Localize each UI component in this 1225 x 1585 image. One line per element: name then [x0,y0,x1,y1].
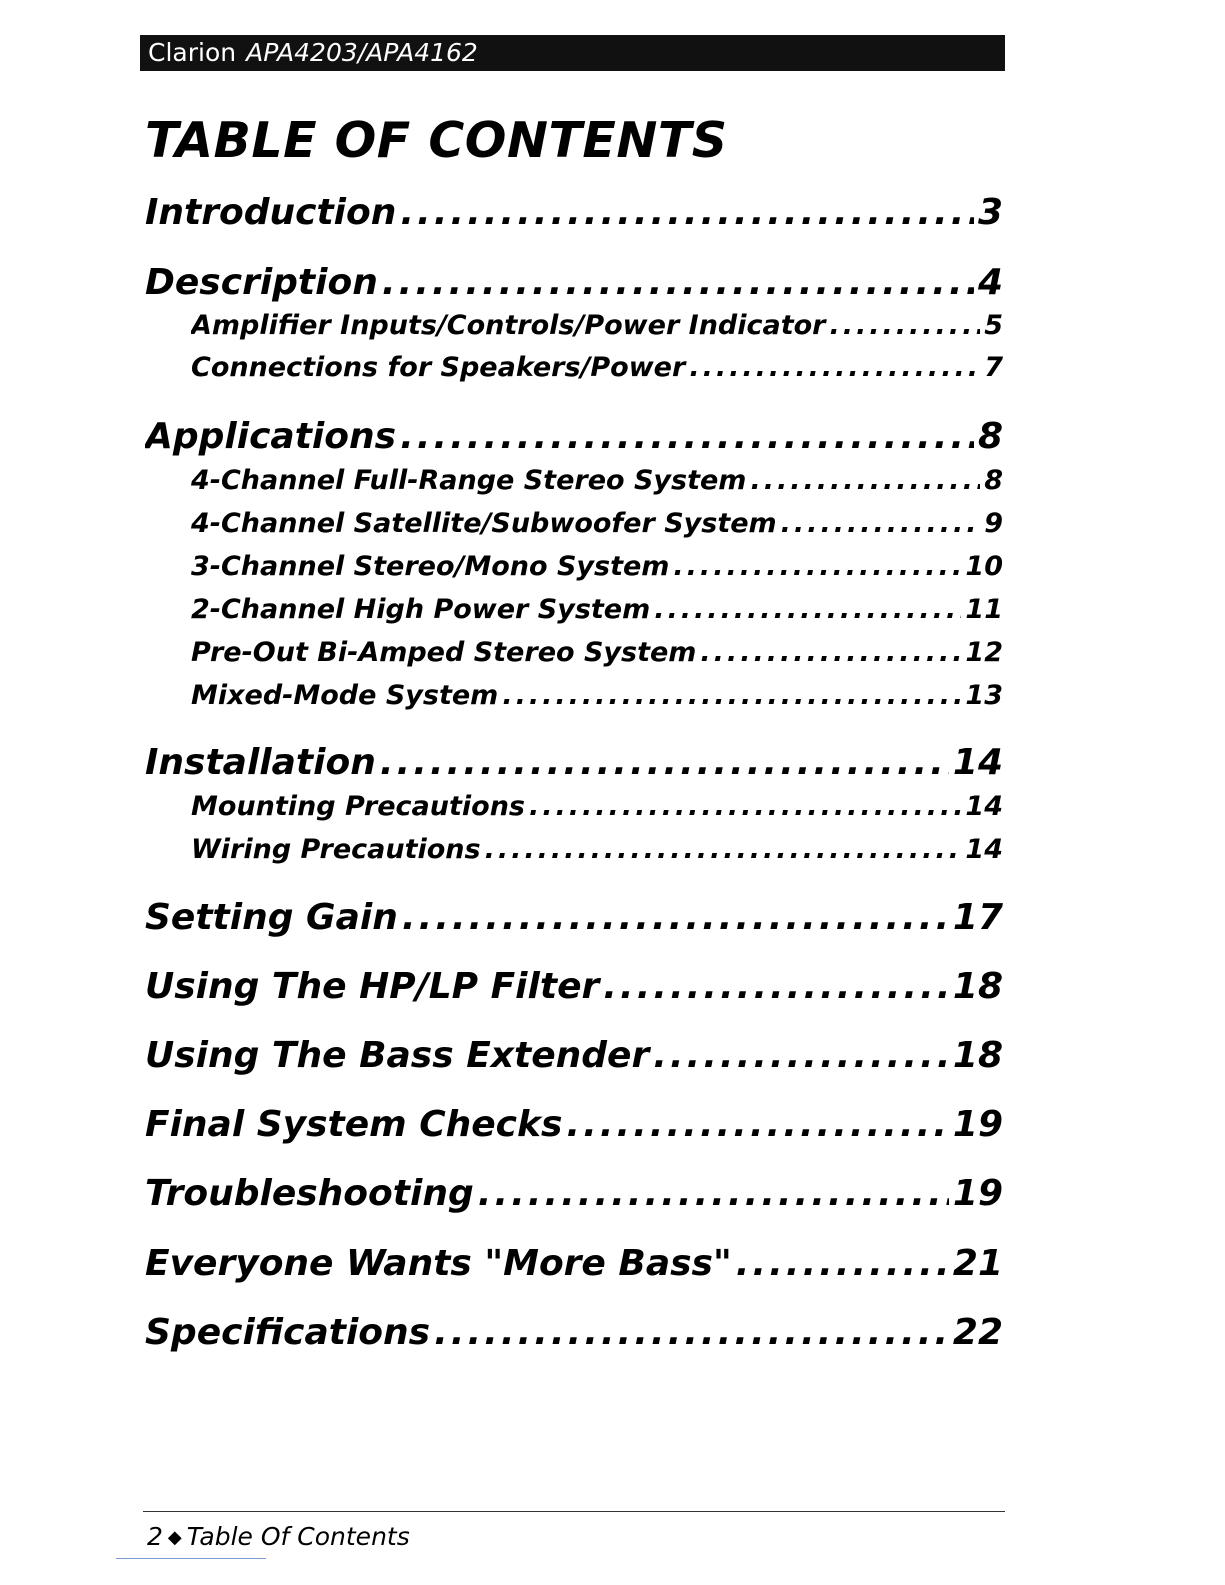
dot-leader [700,637,961,668]
toc-entry-troubleshooting[interactable] [145,1173,1003,1219]
toc-entry-title: Everyone Wants "More Bass" [145,1243,732,1284]
dot-leader [400,416,974,457]
toc-entry-page: 3 [977,192,1003,233]
toc-entry-installation[interactable] [145,742,1003,788]
toc-entry-specifications[interactable] [145,1312,1003,1358]
toc-entry-more-bass[interactable] [145,1243,1003,1289]
dot-leader [781,508,981,539]
toc-entry-title: Using The HP/LP Filter [145,966,600,1007]
dot-leader [382,262,974,303]
toc-entry-page: 7 [984,352,1003,383]
toc-entry-title: Final System Checks [145,1104,563,1145]
toc-entry-bass-extender[interactable] [145,1035,1003,1081]
toc-entry-title: Specifications [145,1312,431,1353]
diamond-icon: ◆ [167,1527,182,1548]
toc-entry-amplifier-inputs[interactable] [191,310,1003,346]
toc-entry-title: Applications [145,416,397,457]
dot-leader [566,1104,948,1145]
toc-entry-title: Wiring Precautions [191,834,481,865]
toc-entry-pre-out-bi-amped[interactable] [191,637,1003,673]
toc-entry-wiring-precautions[interactable] [191,834,1003,870]
toc-entry-4ch-full-range[interactable] [191,465,1003,501]
brand-name: Clarion [148,38,237,67]
toc-entry-connections[interactable] [191,352,1003,388]
toc-entry-2ch-high-power[interactable] [191,594,1003,630]
dot-leader [653,1035,949,1076]
dot-leader [478,1173,949,1214]
toc-entry-title: Mixed-Mode System [191,680,499,711]
dot-leader [654,594,961,625]
dot-leader [400,192,974,233]
toc-entry-page: 8 [984,465,1003,496]
toc-entry-title: Troubleshooting [145,1173,474,1214]
dot-leader [603,966,949,1007]
toc-entry-title: Amplifier Inputs/Controls/Power Indicator [191,310,826,341]
toc-entry-page: 19 [952,1173,1003,1214]
toc-entry-title: Description [145,262,378,303]
dot-leader [736,1243,949,1284]
toc-entry-4ch-satellite[interactable] [191,508,1003,544]
dot-leader [485,834,962,865]
toc-entry-page: 11 [965,594,1003,625]
toc-entry-applications[interactable] [145,416,1003,462]
toc-entry-title: Setting Gain [145,897,398,938]
toc-entry-page: 19 [952,1104,1003,1145]
toc-entry-title: Mounting Precautions [191,791,526,822]
toc-entry-hp-lp-filter[interactable] [145,966,1003,1012]
toc-entry-title: Installation [145,742,376,783]
toc-entry-title: 3-Channel Stereo/Mono System [191,551,670,582]
footer-underline [116,1558,266,1559]
dot-leader [673,551,961,582]
toc-entry-title: 4-Channel Full-Range Stereo System [191,465,747,496]
toc-entry-page: 14 [965,834,1003,865]
toc-entry-page: 5 [984,310,1003,341]
toc-entry-page: 14 [965,791,1003,822]
page-title: TABLE OF CONTENTS [145,112,728,169]
dot-leader [380,742,949,783]
dot-leader [689,352,980,383]
model-number: APA4203/APA4162 [246,38,478,67]
header-bar [140,35,1005,71]
dot-leader [434,1312,949,1353]
toc-entry-page: 10 [965,551,1003,582]
footer-rule [143,1511,1005,1512]
toc-entry-title: 2-Channel High Power System [191,594,651,625]
dot-leader [502,680,961,711]
toc-entry-page: 13 [965,680,1003,711]
toc-entry-page: 9 [984,508,1003,539]
toc-entry-mixed-mode[interactable] [191,680,1003,716]
dot-leader [529,791,961,822]
footer-section-title: Table Of Contents [186,1522,410,1551]
footer-page-number: 2 [147,1522,163,1551]
toc-entry-description[interactable] [145,262,1003,308]
toc-entry-3ch-stereo-mono[interactable] [191,551,1003,587]
toc-entry-page: 18 [952,1035,1003,1076]
toc-entry-introduction[interactable] [145,192,1003,238]
toc-entry-page: 4 [977,262,1003,303]
toc-entry-page: 18 [952,966,1003,1007]
toc-entry-mounting-precautions[interactable] [191,791,1003,827]
toc-entry-page: 17 [952,897,1003,938]
toc-entry-final-system-checks[interactable] [145,1104,1003,1150]
toc-entry-title: Connections for Speakers/Power [191,352,686,383]
dot-leader [830,310,981,341]
toc-entry-title: Using The Bass Extender [145,1035,650,1076]
toc-entry-title: 4-Channel Satellite/Subwoofer System [191,508,777,539]
toc-entry-page: 21 [952,1243,1003,1284]
toc-entry-page: 8 [977,416,1003,457]
toc-entry-page: 14 [952,742,1003,783]
page-footer [147,1522,410,1551]
toc-entry-title: Pre-Out Bi-Amped Stereo System [191,637,697,668]
dot-leader [402,897,949,938]
toc-entry-setting-gain[interactable] [145,897,1003,943]
toc-entry-page: 12 [965,637,1003,668]
toc-entry-page: 22 [952,1312,1003,1353]
toc-entry-title: Introduction [145,192,397,233]
dot-leader [750,465,980,496]
